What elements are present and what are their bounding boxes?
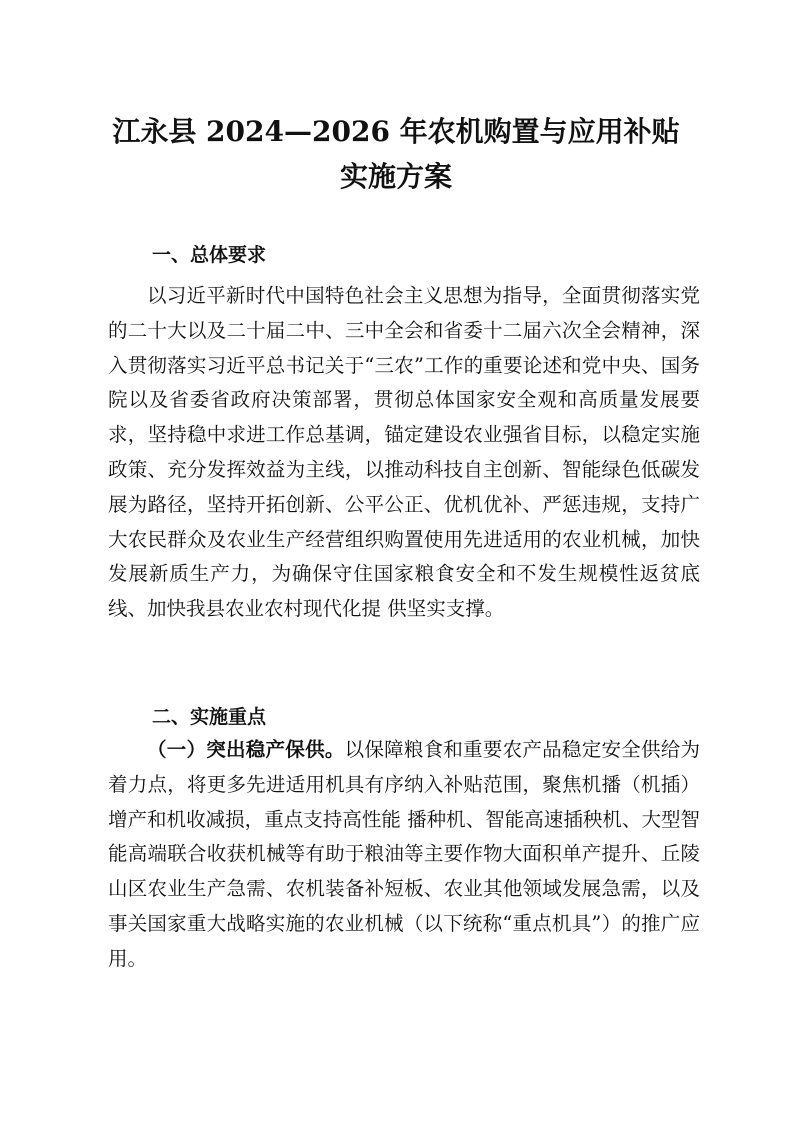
subsection-lead-stable-supply: （一）突出稳产保供。 xyxy=(147,738,345,761)
document-title-line-1: 江永县 2024—2026 年农机购置与应用补贴 xyxy=(112,115,680,148)
section-heading-implementation-focus: 二、实施重点 xyxy=(152,706,267,728)
section-heading-overall-requirements: 一、总体要求 xyxy=(152,244,267,266)
document-title-line-2: 实施方案 xyxy=(339,160,452,193)
section-paragraph-overall-requirements: 以习近平新时代中国特色社会主义思想为指导，全面贯彻落实党的二十大以及二十届二中、三中全会和省委十二届六次全会精神，深入贯彻落实习近平总书记关于“三农”工作的重要论述和党中央、国务院以及省委省政府决策部署，贯彻总体国家安全观和高质量发展要求，坚持稳中求进工作总基调，锚定建设农业强省目标，以稳定实施政策、充分发挥效益为主线，以推动科技自主创新、智能绿色低碳发展为路径，坚持开拓创新、公平公正、优机优补、严惩违规，支持广大农民群众及农业生产经营组织购置使用先进适用的农业机械，加快发展新质生产力，为确保守住国家粮食安全和不发生规模性返贫底线、加快我县农业农村现代化提 供坚实支撑。 xyxy=(108,284,700,621)
subsection-body-stable-supply: 以保障粮食和重要农产品稳定安全供给为着力点，将更多先进适用机具有序纳入补贴范围，聚焦机播（机插）增产和机收减损，重点支持高性能 播种机、智能高速插秧机、大型智能高端联合收获机械等有助于粮油等主要作物大面积单产提升、丘陵山区农业生产急需、农机装备补短板、农业其他领域发展急需，以及事关国家重大战略实施的农业机械（以下统称“重点机具”）的推广应用。 xyxy=(108,738,700,970)
section-paragraph-implementation-focus xyxy=(108,733,700,977)
